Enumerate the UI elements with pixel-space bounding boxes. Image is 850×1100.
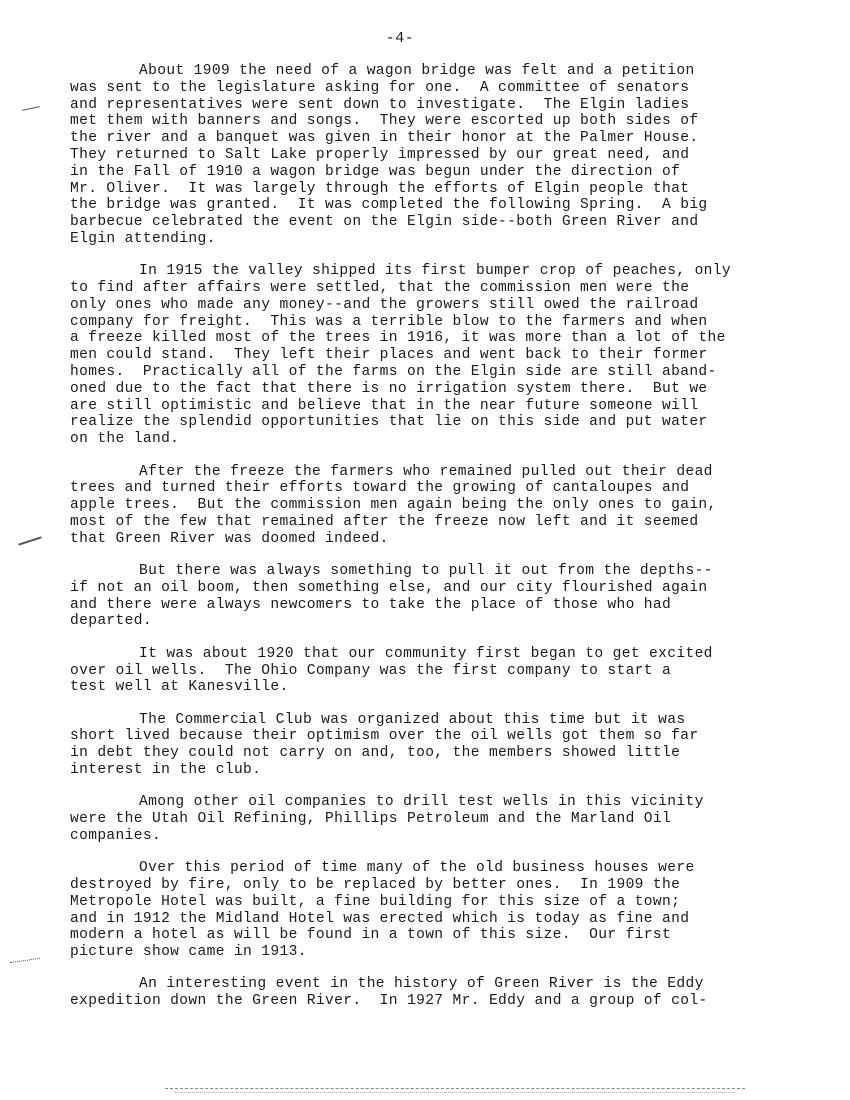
text-line: and there were always newcomers to take the place of those who had [70, 596, 672, 613]
text-line: In 1915 the valley shipped its first bumper crop of peaches, only [139, 263, 731, 280]
text-line: oned due to the fact that there is no irrigation system there. But we [70, 380, 708, 397]
text-line: most of the few that remained after the freeze now left and it seemed [70, 513, 699, 530]
text-line: Over this period of time many of the old business houses were [139, 860, 695, 877]
text-line: a freeze killed most of the trees in 1916, it was more than a lot of the [70, 330, 726, 347]
footer-rule [165, 1088, 745, 1089]
text-line: destroyed by fire, only to be replaced by better ones. In 1909 the [70, 876, 681, 893]
text-line: picture show came in 1913. [70, 944, 307, 961]
text-line: homes. Practically all of the farms on the Elgin side are still aband- [70, 364, 717, 381]
text-line: After the freeze the farmers who remained pulled out their dead [139, 463, 713, 480]
text-line: in debt they could not carry on and, too, the members showed little [70, 745, 681, 762]
text-line: the bridge was granted. It was completed the following Spring. A big [70, 197, 708, 214]
text-line: modern a hotel as will be found in a town of this size. Our first [70, 927, 672, 944]
text-line: men could stand. They left their places and went back to their former [70, 347, 708, 364]
paragraph [70, 712, 800, 779]
text-line: in the Fall of 1910 a wagon bridge was begun under the direction of [70, 163, 681, 180]
text-line: met them with banners and songs. They were escorted up both sides of [70, 113, 699, 130]
text-line: only ones who made any money--and the growers still owed the railroad [70, 296, 699, 313]
paragraph [70, 860, 800, 961]
text-line: was sent to the legislature asking for one. A committee of senators [70, 79, 690, 96]
text-line: Elgin attending. [70, 230, 216, 247]
text-line: Mr. Oliver. It was largely through the efforts of Elgin people that [70, 180, 690, 197]
text-line: test well at Kanesville. [70, 679, 289, 696]
text-line: Metropole Hotel was built, a fine building for this size of a town; [70, 893, 681, 910]
text-line: Among other oil companies to drill test wells in this vicinity [139, 794, 704, 811]
page-number: -4- [385, 30, 415, 47]
paragraph [70, 976, 800, 1010]
text-line: It was about 1920 that our community first began to get excited [139, 645, 713, 662]
text-line: But there was always something to pull it out from the depths-- [139, 563, 713, 580]
margin-pen-mark [10, 958, 40, 963]
text-line: They returned to Salt Lake properly impressed by our great need, and [70, 146, 690, 163]
text-line: to find after affairs were settled, that the commission men were the [70, 280, 690, 297]
document-body [70, 63, 800, 1026]
text-line: that Green River was doomed indeed. [70, 530, 389, 547]
paragraph [70, 63, 800, 248]
text-line: the river and a banquet was given in their honor at the Palmer House. [70, 130, 699, 147]
text-line: company for freight. This was a terrible blow to the farmers and when [70, 313, 708, 330]
text-line: interest in the club. [70, 761, 262, 778]
text-line: departed. [70, 613, 152, 630]
text-line: About 1909 the need of a wagon bridge was felt and a petition [139, 63, 695, 79]
margin-pen-mark [22, 106, 40, 111]
text-line: are still optimistic and believe that in the near future someone will [70, 397, 699, 414]
text-line: trees and turned their efforts toward the growing of cantaloupes and [70, 480, 690, 497]
text-line: and in 1912 the Midland Hotel was erected which is today as fine and [70, 910, 690, 927]
text-line: were the Utah Oil Refining, Phillips Petroleum and the Marland Oil [70, 811, 672, 828]
paragraph [70, 263, 800, 448]
text-line: apple trees. But the commission men again being the only ones to gain, [70, 497, 717, 514]
text-line: on the land. [70, 431, 180, 448]
text-line: expedition down the Green River. In 1927 Mr. Eddy and a group of col- [70, 993, 708, 1010]
text-line: An interesting event in the history of Green River is the Eddy [139, 976, 704, 993]
paragraph [70, 563, 800, 630]
paragraph [70, 464, 800, 548]
text-line: realize the splendid opportunities that lie on this side and put water [70, 414, 708, 431]
footer-rule [175, 1092, 735, 1093]
text-line: barbecue celebrated the event on the Elgin side--both Green River and [70, 214, 699, 231]
text-line: and representatives were sent down to investigate. The Elgin ladies [70, 96, 690, 113]
paragraph [70, 794, 800, 844]
margin-pen-mark [18, 536, 41, 545]
text-line: companies. [70, 827, 162, 844]
text-line: over oil wells. The Ohio Company was the first company to start a [70, 662, 672, 679]
text-line: if not an oil boom, then something else, and our city flourished again [70, 579, 708, 596]
text-line: The Commercial Club was organized about this time but it was [139, 711, 686, 728]
text-line: short lived because their optimism over the oil wells got them so far [70, 728, 699, 745]
paragraph [70, 646, 800, 696]
